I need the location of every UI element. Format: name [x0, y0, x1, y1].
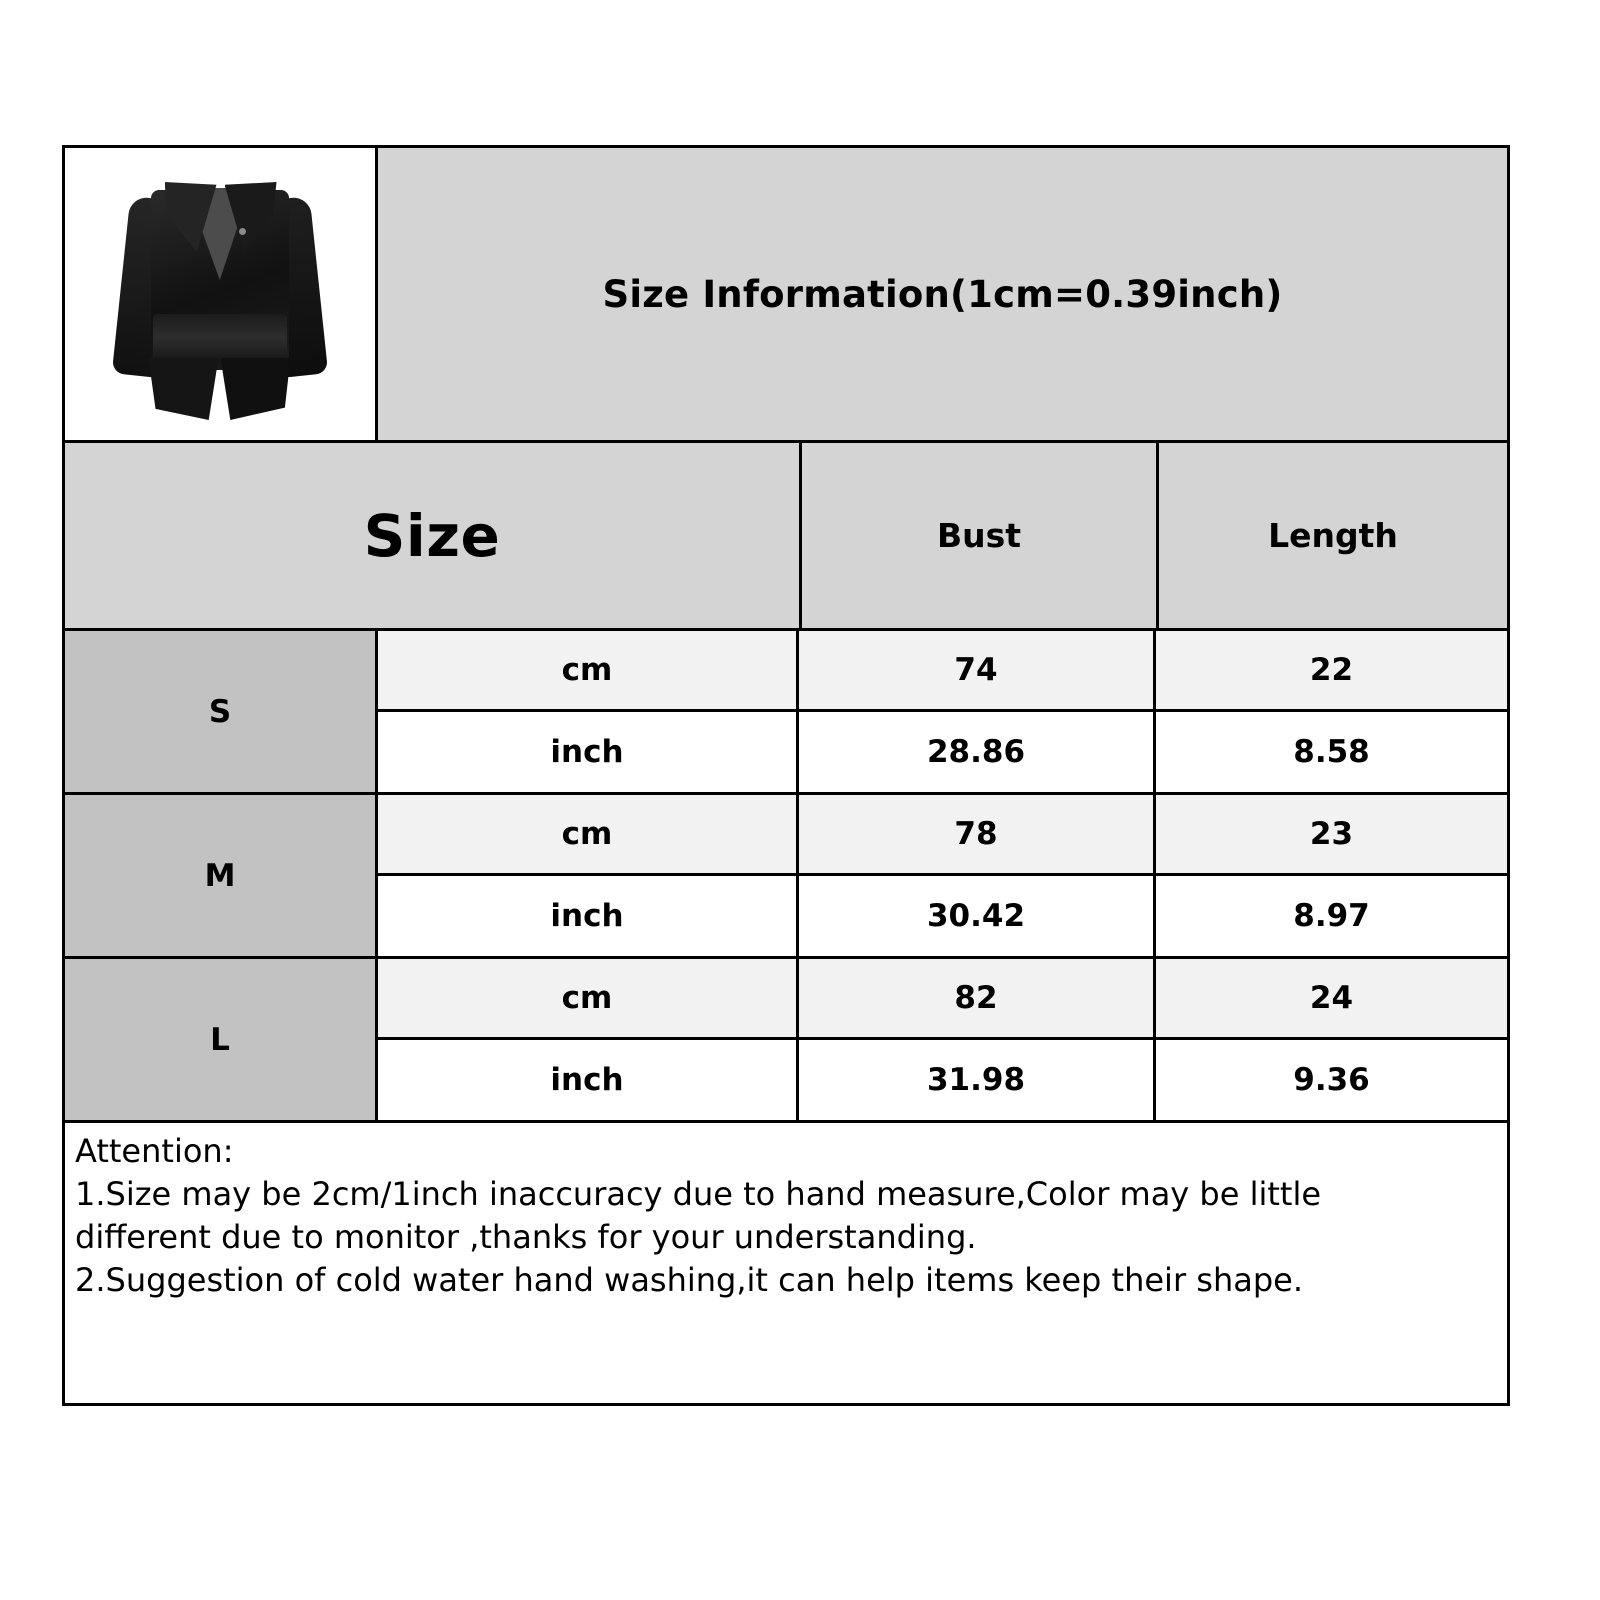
black-blazer-shirt-icon	[113, 164, 328, 424]
table-row	[65, 959, 1507, 1123]
measure-row-inch-l	[378, 1040, 1507, 1121]
size-measure-rows-m	[378, 795, 1507, 956]
bust-cm-l: 82	[799, 959, 1156, 1037]
size-label-m: M	[65, 795, 378, 956]
unit-label-inch-m: inch	[378, 876, 799, 957]
chart-header-row	[65, 148, 1507, 443]
shirt-waistband	[153, 314, 287, 362]
size-chart-table	[62, 145, 1510, 1406]
column-header-size	[65, 443, 802, 628]
attention-line-3: 2.Suggestion of cold water hand washing,it can help items keep their shape.	[75, 1260, 1303, 1299]
measure-row-cm-m	[378, 795, 1507, 876]
unit-label-cm-m: cm	[378, 795, 799, 873]
column-header-bust-label: Bust	[936, 516, 1022, 555]
bust-inch-l: 31.98	[799, 1040, 1156, 1121]
chart-title-cell	[378, 148, 1507, 440]
attention-heading: Attention:	[75, 1132, 234, 1170]
size-measure-rows-l	[378, 959, 1507, 1120]
column-header-length-label: Length	[1268, 516, 1398, 555]
attention-notes	[65, 1123, 1507, 1403]
page-title: Size Information(1cm=0.39inch)	[602, 272, 1283, 316]
length-inch-m: 8.97	[1293, 897, 1370, 934]
attention-line-2: different due to monitor ,thanks for your understanding.	[75, 1217, 977, 1256]
table-row	[65, 795, 1507, 959]
bust-inch-m: 30.42	[799, 876, 1156, 957]
measure-row-inch-m	[378, 876, 1507, 957]
unit-label-cm-l: cm	[378, 959, 799, 1037]
size-label-s: S	[65, 631, 378, 792]
length-cm-m: 23	[1309, 815, 1354, 852]
size-label-l: L	[65, 959, 378, 1120]
table-row	[65, 631, 1507, 795]
shirt-peplum-right	[221, 358, 291, 420]
bust-cm-m: 78	[799, 795, 1156, 873]
shirt-button	[239, 228, 246, 235]
measure-row-inch-s	[378, 712, 1507, 793]
length-inch-l: 9.36	[1293, 1061, 1370, 1098]
attention-line-1: 1.Size may be 2cm/1inch inaccuracy due to hand measure,Color may be little	[75, 1174, 1322, 1213]
size-measure-rows-s	[378, 631, 1507, 792]
measure-row-cm-s	[378, 631, 1507, 712]
bust-inch-s: 28.86	[799, 712, 1156, 793]
column-header-size-label: Size	[363, 501, 501, 570]
length-cm-l: 24	[1309, 979, 1354, 1016]
bust-cm-s: 74	[799, 631, 1156, 709]
column-header-row	[65, 443, 1507, 631]
product-image-cell	[65, 148, 378, 440]
length-cm-s: 22	[1309, 651, 1354, 688]
unit-label-inch-l: inch	[378, 1040, 799, 1121]
unit-label-inch-s: inch	[378, 712, 799, 793]
column-header-bust	[802, 443, 1159, 628]
column-header-length	[1159, 443, 1507, 628]
unit-label-cm-s: cm	[378, 631, 799, 709]
length-inch-s: 8.58	[1293, 733, 1370, 770]
shirt-peplum-left	[149, 358, 219, 420]
measure-row-cm-l	[378, 959, 1507, 1040]
